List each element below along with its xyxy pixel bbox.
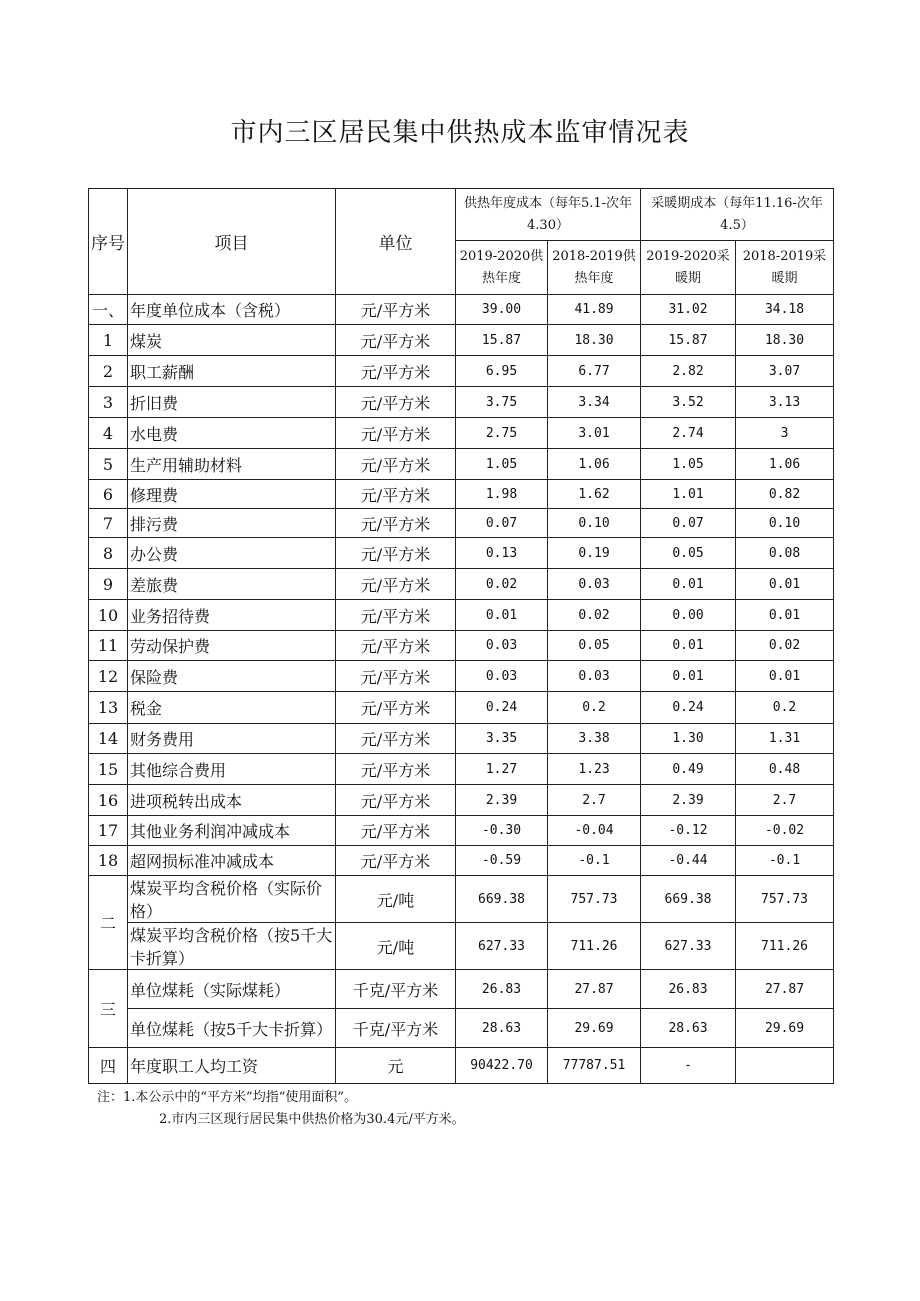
row-value: -0.02 bbox=[736, 816, 834, 846]
row-value: 0.03 bbox=[548, 661, 641, 692]
row-value: -0.59 bbox=[456, 846, 548, 876]
section-no: 四 bbox=[89, 1048, 128, 1084]
row-value: 711.26 bbox=[548, 923, 641, 970]
table-row bbox=[89, 876, 834, 923]
row-value: 0.03 bbox=[456, 661, 548, 692]
row-value: 3.75 bbox=[456, 387, 548, 418]
row-unit: 元/平方米 bbox=[336, 538, 456, 569]
row-unit: 元 bbox=[336, 1048, 456, 1084]
row-value: 1.01 bbox=[641, 480, 736, 509]
row-value: -0.1 bbox=[736, 846, 834, 876]
row-value: 3.07 bbox=[736, 356, 834, 387]
row-value: 0.07 bbox=[456, 509, 548, 538]
row-value: 77787.51 bbox=[548, 1048, 641, 1084]
row-item: 生产用辅助材料 bbox=[128, 449, 336, 480]
row-no: 4 bbox=[89, 418, 128, 449]
row-value: 0.10 bbox=[548, 509, 641, 538]
row-value: 0.13 bbox=[456, 538, 548, 569]
table-row bbox=[89, 661, 834, 692]
row-unit: 元/平方米 bbox=[336, 631, 456, 661]
row-item: 进项税转出成本 bbox=[128, 785, 336, 816]
row-item: 折旧费 bbox=[128, 387, 336, 418]
row-value: 3 bbox=[736, 418, 834, 449]
row-item: 煤炭平均含税价格（按5千大卡折算） bbox=[128, 923, 336, 970]
row-unit: 元/平方米 bbox=[336, 569, 456, 600]
row-value: 28.63 bbox=[456, 1009, 548, 1048]
row-unit: 元/平方米 bbox=[336, 480, 456, 509]
row-value: - bbox=[641, 1048, 736, 1084]
row-no: 1 bbox=[89, 325, 128, 356]
row-value: 0.01 bbox=[736, 661, 834, 692]
row-no: 18 bbox=[89, 846, 128, 876]
row-value: 0.01 bbox=[456, 600, 548, 631]
row-value: 3.34 bbox=[548, 387, 641, 418]
row-no: 10 bbox=[89, 600, 128, 631]
row-item: 税金 bbox=[128, 692, 336, 724]
row-value: 1.06 bbox=[548, 449, 641, 480]
row-unit: 千克/平方米 bbox=[336, 1009, 456, 1048]
row-value: 0.01 bbox=[736, 600, 834, 631]
header-group-heating-season: 采暖期成本（每年11.16-次年4.5） bbox=[641, 189, 834, 241]
row-unit: 元/平方米 bbox=[336, 509, 456, 538]
header-item: 项目 bbox=[128, 189, 336, 295]
table-row bbox=[89, 754, 834, 785]
row-value: 0.24 bbox=[641, 692, 736, 724]
row-unit: 元/平方米 bbox=[336, 356, 456, 387]
row-value: 1.62 bbox=[548, 480, 641, 509]
row-no: 2 bbox=[89, 356, 128, 387]
row-value: 0.19 bbox=[548, 538, 641, 569]
header-sub-3: 2019-2020采暖期 bbox=[641, 241, 736, 295]
row-value: 0.02 bbox=[548, 600, 641, 631]
row-value: 0.82 bbox=[736, 480, 834, 509]
row-value: 1.05 bbox=[641, 449, 736, 480]
row-unit: 元/平方米 bbox=[336, 661, 456, 692]
row-no: 8 bbox=[89, 538, 128, 569]
row-value: 0.02 bbox=[456, 569, 548, 600]
footnotes bbox=[97, 1087, 465, 1131]
row-unit: 元/吨 bbox=[336, 923, 456, 970]
row-unit: 元/平方米 bbox=[336, 600, 456, 631]
row-no: 12 bbox=[89, 661, 128, 692]
row-item: 劳动保护费 bbox=[128, 631, 336, 661]
row-value: 0.03 bbox=[548, 569, 641, 600]
table-row bbox=[89, 816, 834, 846]
table-row bbox=[89, 418, 834, 449]
row-value: 0.2 bbox=[548, 692, 641, 724]
row-value: 27.87 bbox=[736, 970, 834, 1009]
row-value: 15.87 bbox=[456, 325, 548, 356]
row-value: 0.03 bbox=[456, 631, 548, 661]
row-value: 2.74 bbox=[641, 418, 736, 449]
row-no: 16 bbox=[89, 785, 128, 816]
row-value: 2.39 bbox=[641, 785, 736, 816]
row-value: 1.98 bbox=[456, 480, 548, 509]
row-value: 0.00 bbox=[641, 600, 736, 631]
row-value: 0.02 bbox=[736, 631, 834, 661]
row-value: 3.01 bbox=[548, 418, 641, 449]
table-row bbox=[89, 538, 834, 569]
table-row bbox=[89, 325, 834, 356]
row-value: 0.10 bbox=[736, 509, 834, 538]
table-row bbox=[89, 569, 834, 600]
header-group-heating-year: 供热年度成本（每年5.1-次年4.30） bbox=[456, 189, 641, 241]
row-value: 2.75 bbox=[456, 418, 548, 449]
table-row bbox=[89, 785, 834, 816]
row-value: 41.89 bbox=[548, 295, 641, 325]
row-item: 单位煤耗（实际煤耗） bbox=[128, 970, 336, 1009]
row-item: 煤炭 bbox=[128, 325, 336, 356]
row-value: 26.83 bbox=[456, 970, 548, 1009]
row-unit: 元/平方米 bbox=[336, 449, 456, 480]
row-value: 1.05 bbox=[456, 449, 548, 480]
row-item: 单位煤耗（按5千大卡折算） bbox=[128, 1009, 336, 1048]
row-value: 1.06 bbox=[736, 449, 834, 480]
section-no: 三 bbox=[89, 970, 128, 1048]
row-value: 669.38 bbox=[641, 876, 736, 923]
row-item: 年度职工人均工资 bbox=[128, 1048, 336, 1084]
row-value: 18.30 bbox=[548, 325, 641, 356]
table-row bbox=[89, 724, 834, 754]
table-row bbox=[89, 1048, 834, 1084]
row-value: 18.30 bbox=[736, 325, 834, 356]
row-item: 财务费用 bbox=[128, 724, 336, 754]
row-item: 煤炭平均含税价格（实际价格） bbox=[128, 876, 336, 923]
table-row bbox=[89, 1009, 834, 1048]
footnote-1: 注：1.本公示中的“平方米”均指“使用面积”。 bbox=[97, 1090, 357, 1105]
row-no: 13 bbox=[89, 692, 128, 724]
row-value: 29.69 bbox=[548, 1009, 641, 1048]
row-item: 修理费 bbox=[128, 480, 336, 509]
row-value: 0.05 bbox=[548, 631, 641, 661]
row-value: -0.30 bbox=[456, 816, 548, 846]
row-item: 年度单位成本（含税） bbox=[128, 295, 336, 325]
row-unit: 元/平方米 bbox=[336, 325, 456, 356]
footnote-2: 2.市内三区现行居民集中供热价格为30.4元/平方米。 bbox=[159, 1112, 465, 1127]
row-no: 6 bbox=[89, 480, 128, 509]
row-value: 34.18 bbox=[736, 295, 834, 325]
row-value: 2.7 bbox=[548, 785, 641, 816]
row-item: 其他综合费用 bbox=[128, 754, 336, 785]
section-no: 二 bbox=[89, 876, 128, 970]
row-value: 3.13 bbox=[736, 387, 834, 418]
table-row bbox=[89, 631, 834, 661]
row-no: 3 bbox=[89, 387, 128, 418]
row-value: 2.39 bbox=[456, 785, 548, 816]
row-value: 90422.70 bbox=[456, 1048, 548, 1084]
row-value: 39.00 bbox=[456, 295, 548, 325]
row-value: 1.27 bbox=[456, 754, 548, 785]
row-unit: 元/平方米 bbox=[336, 295, 456, 325]
header-sub-2: 2018-2019供热年度 bbox=[548, 241, 641, 295]
row-value: 2.82 bbox=[641, 356, 736, 387]
row-item: 排污费 bbox=[128, 509, 336, 538]
row-unit: 千克/平方米 bbox=[336, 970, 456, 1009]
row-item: 办公费 bbox=[128, 538, 336, 569]
table-row bbox=[89, 295, 834, 325]
page-title: 市内三区居民集中供热成本监审情况表 bbox=[230, 118, 690, 148]
row-value: 669.38 bbox=[456, 876, 548, 923]
row-value: 27.87 bbox=[548, 970, 641, 1009]
row-value: 0.01 bbox=[641, 631, 736, 661]
row-value: 29.69 bbox=[736, 1009, 834, 1048]
row-value: 1.31 bbox=[736, 724, 834, 754]
row-value: 26.83 bbox=[641, 970, 736, 1009]
table-row bbox=[89, 387, 834, 418]
header-unit: 单位 bbox=[336, 189, 456, 295]
row-no: 7 bbox=[89, 509, 128, 538]
row-item: 差旅费 bbox=[128, 569, 336, 600]
row-no: 一、 bbox=[89, 295, 128, 325]
row-value: 28.63 bbox=[641, 1009, 736, 1048]
row-value: 1.23 bbox=[548, 754, 641, 785]
header-sub-4: 2018-2019采暖期 bbox=[736, 241, 834, 295]
row-value: 0.01 bbox=[641, 661, 736, 692]
header-sub-1: 2019-2020供热年度 bbox=[456, 241, 548, 295]
row-no: 5 bbox=[89, 449, 128, 480]
table-row bbox=[89, 509, 834, 538]
table-row bbox=[89, 923, 834, 970]
row-value: 0.01 bbox=[736, 569, 834, 600]
row-value: 15.87 bbox=[641, 325, 736, 356]
table-row bbox=[89, 356, 834, 387]
row-unit: 元/平方米 bbox=[336, 387, 456, 418]
row-value: 1.30 bbox=[641, 724, 736, 754]
row-unit: 元/平方米 bbox=[336, 692, 456, 724]
row-no: 17 bbox=[89, 816, 128, 846]
row-value: -0.12 bbox=[641, 816, 736, 846]
row-unit: 元/平方米 bbox=[336, 418, 456, 449]
row-no: 14 bbox=[89, 724, 128, 754]
table-row bbox=[89, 970, 834, 1009]
row-item: 职工薪酬 bbox=[128, 356, 336, 387]
row-item: 业务招待费 bbox=[128, 600, 336, 631]
row-item: 水电费 bbox=[128, 418, 336, 449]
row-value: 0.08 bbox=[736, 538, 834, 569]
row-value: 757.73 bbox=[548, 876, 641, 923]
row-unit: 元/平方米 bbox=[336, 724, 456, 754]
row-value: 31.02 bbox=[641, 295, 736, 325]
row-value: 6.77 bbox=[548, 356, 641, 387]
row-value: 627.33 bbox=[456, 923, 548, 970]
table-row bbox=[89, 692, 834, 724]
row-value: 2.7 bbox=[736, 785, 834, 816]
row-unit: 元/平方米 bbox=[336, 816, 456, 846]
row-item: 超网损标准冲减成本 bbox=[128, 846, 336, 876]
row-value: 3.52 bbox=[641, 387, 736, 418]
row-value: 3.35 bbox=[456, 724, 548, 754]
row-value: 0.07 bbox=[641, 509, 736, 538]
header-no: 序号 bbox=[89, 189, 128, 295]
table-row bbox=[89, 846, 834, 876]
row-value: 0.05 bbox=[641, 538, 736, 569]
row-no: 11 bbox=[89, 631, 128, 661]
row-no: 9 bbox=[89, 569, 128, 600]
row-unit: 元/平方米 bbox=[336, 785, 456, 816]
row-value: 0.24 bbox=[456, 692, 548, 724]
row-unit: 元/平方米 bbox=[336, 846, 456, 876]
row-value: 0.48 bbox=[736, 754, 834, 785]
row-item: 其他业务利润冲减成本 bbox=[128, 816, 336, 846]
row-value: 757.73 bbox=[736, 876, 834, 923]
row-value: 6.95 bbox=[456, 356, 548, 387]
row-value: -0.1 bbox=[548, 846, 641, 876]
row-value: 0.49 bbox=[641, 754, 736, 785]
row-value bbox=[736, 1048, 834, 1084]
row-value: -0.44 bbox=[641, 846, 736, 876]
header-row-1 bbox=[89, 189, 834, 241]
table-row bbox=[89, 480, 834, 509]
row-value: 711.26 bbox=[736, 923, 834, 970]
row-no: 15 bbox=[89, 754, 128, 785]
cost-table-body bbox=[89, 189, 834, 1084]
row-value: 3.38 bbox=[548, 724, 641, 754]
table-row bbox=[89, 600, 834, 631]
row-unit: 元/平方米 bbox=[336, 754, 456, 785]
table-row bbox=[89, 449, 834, 480]
row-value: 627.33 bbox=[641, 923, 736, 970]
row-item: 保险费 bbox=[128, 661, 336, 692]
row-value: -0.04 bbox=[548, 816, 641, 846]
cost-table bbox=[88, 188, 834, 1084]
row-value: 0.2 bbox=[736, 692, 834, 724]
row-unit: 元/吨 bbox=[336, 876, 456, 923]
row-value: 0.01 bbox=[641, 569, 736, 600]
